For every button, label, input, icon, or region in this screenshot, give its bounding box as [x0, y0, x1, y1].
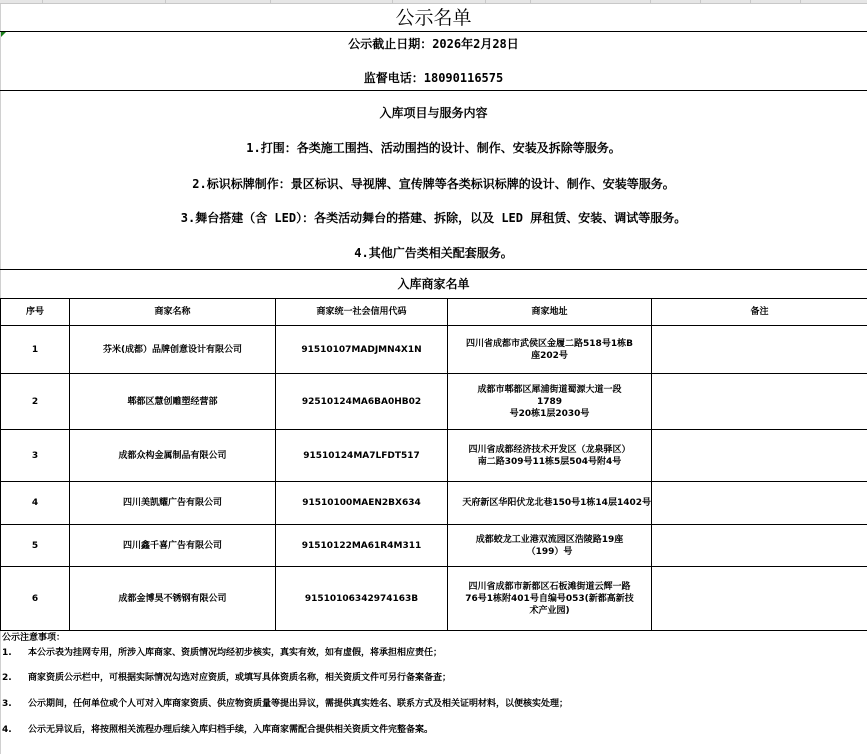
merchant-list-title: 入库商家名单 — [397, 277, 470, 291]
divider — [0, 269, 867, 270]
note-text: 本公示表为挂网专用，所涉入库商家、资质情况均经初步核实，真实有效，如有虚假，将承担相应责任； — [28, 648, 443, 658]
header-address[interactable]: 商家地址 — [448, 299, 652, 326]
table-row — [1, 430, 867, 482]
cell-address[interactable]: 成都市郫都区犀浦街道蜀源大道一段 1789 号20栋1层2030号 — [448, 374, 652, 430]
note-number: 4. — [2, 725, 12, 735]
services-title: 入库项目与服务内容 — [379, 106, 488, 120]
table-row — [1, 374, 867, 430]
cell-code[interactable]: 91510124MA7LFDT517 — [276, 430, 448, 482]
phone-text: 监督电话：18090116575 — [363, 71, 504, 85]
cell-remark[interactable] — [652, 525, 867, 567]
page-title: 公示名单 — [395, 7, 472, 29]
header-name[interactable]: 商家名称 — [70, 299, 276, 326]
cell-no[interactable]: 2 — [1, 374, 70, 430]
cell-no[interactable]: 1 — [1, 326, 70, 374]
cell-address[interactable]: 四川省成都经济技术开发区（龙泉驿区） 南二路309号11栋5层504号附4号 — [448, 430, 652, 482]
cell-address[interactable]: 四川省成都市武侯区金履二路518号1栋B 座202号 — [448, 326, 652, 374]
cell-code[interactable]: 91510100MAEN2BX634 — [276, 482, 448, 525]
header-remark[interactable]: 备注 — [652, 299, 867, 326]
cell-no[interactable]: 4 — [1, 482, 70, 525]
note-number: 2. — [2, 673, 12, 683]
cell-name[interactable]: 成都众构金属制品有限公司 — [70, 430, 276, 482]
service-item: 1.打围：各类施工围挡、活动围挡的设计、制作、安装及拆除等服务。 — [246, 141, 621, 155]
cell-remark[interactable] — [652, 482, 867, 525]
cell-address[interactable]: 成都蛟龙工业港双流园区浩陵路19座 （199）号 — [448, 525, 652, 567]
note-number: 3. — [2, 699, 12, 709]
cell-code[interactable]: 915101063429741​63B — [276, 567, 448, 631]
deadline-text: 公示截止日期：2026年2月28日 — [348, 37, 519, 51]
cell-address[interactable]: 四川省成都市新都区石板滩街道云辉一路 76号1栋附401号自编号053(新都高新技 术产业园) — [448, 567, 652, 631]
table-header-row — [1, 299, 867, 326]
table-row — [1, 326, 867, 374]
cell-address[interactable]: 天府新区华阳伏龙北巷150号1栋14层1402号 — [448, 482, 652, 525]
divider — [0, 90, 867, 91]
table-row — [1, 525, 867, 567]
cell-no[interactable]: 5 — [1, 525, 70, 567]
note-number: 1. — [2, 648, 12, 658]
service-item: 4.其他广告类相关配套服务。 — [354, 246, 513, 260]
cell-remark[interactable] — [652, 430, 867, 482]
divider — [0, 31, 867, 32]
note-text: 商家资质公示栏中，可根据实际情况勾选对应资质，或填写具体资质名称，相关资质文件可另行备案备查； — [28, 673, 452, 683]
service-item: 2.标识标牌制作：景区标识、导视牌、宣传牌等各类标识标牌的设计、制作、安装等服务。 — [192, 177, 675, 191]
cell-name[interactable]: 四川鑫千喜广告有限公司 — [70, 525, 276, 567]
spreadsheet-column-header-bar — [0, 0, 867, 4]
merchant-table — [0, 298, 867, 631]
cell-remark[interactable] — [652, 374, 867, 430]
cell-no[interactable]: 6 — [1, 567, 70, 631]
note-text: 公示期间，任何单位或个人可对入库商家资质、供应物资质量等提出异议，需提供真实姓名、联系方式及相关证明材料，以便核实处理； — [28, 699, 569, 709]
cell-name[interactable]: 四川美凯耀广告有限公司 — [70, 482, 276, 525]
notes-title: 公示注意事项： — [2, 633, 66, 643]
table-row — [1, 567, 867, 631]
cell-code[interactable]: 91510122MA61R4M311 — [276, 525, 448, 567]
note-item — [2, 722, 433, 735]
cell-code[interactable]: 92510124MA6BA0HB02 — [276, 374, 448, 430]
cell-remark[interactable] — [652, 567, 867, 631]
cell-name[interactable]: 成都金博昊不锈钢有限公司 — [70, 567, 276, 631]
header-no[interactable]: 序号 — [1, 299, 70, 326]
header-code[interactable]: 商家统一社会信用代码 — [276, 299, 448, 326]
cell-no[interactable]: 3 — [1, 430, 70, 482]
cell-name[interactable]: 芬米(成都）品牌创意设计有限公司 — [70, 326, 276, 374]
note-text: 公示无异议后，将按照相关流程办理后续入库归档手续，入库商家需配合提供相关资质文件完整备案。 — [28, 725, 434, 735]
service-item: 3.舞台搭建（含 LED）：各类活动舞台的搭建、拆除，以及 LED 屏租赁、安装、调试等服务。 — [180, 211, 687, 225]
note-item — [2, 670, 451, 683]
cell-name[interactable]: 郫都区慧创雕塑经营部 — [70, 374, 276, 430]
note-item — [2, 696, 568, 709]
note-item — [2, 645, 442, 658]
notes-section — [2, 632, 867, 735]
table-row — [1, 482, 867, 525]
cell-code[interactable]: 91510107MADJMN4X1N — [276, 326, 448, 374]
cell-remark[interactable] — [652, 326, 867, 374]
